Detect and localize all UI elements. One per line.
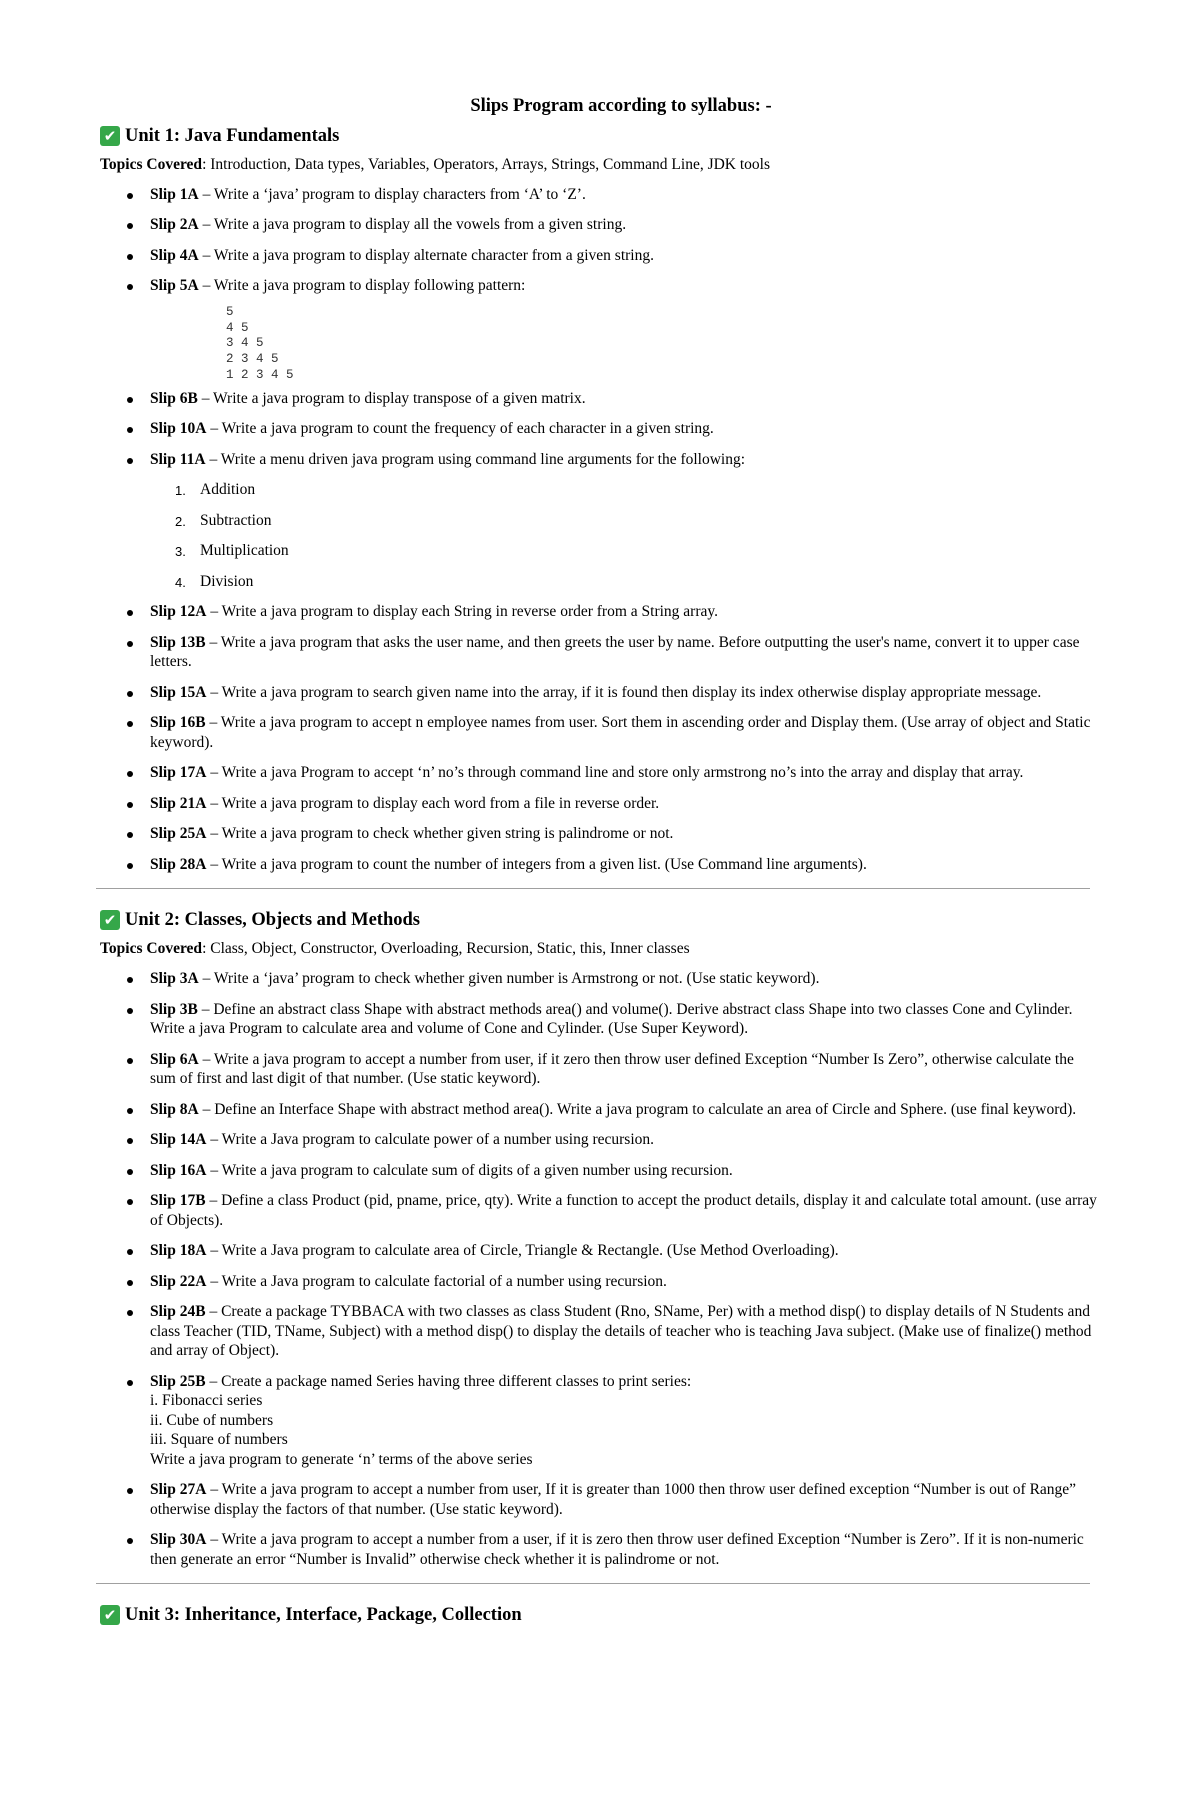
slip-id: Slip 25A xyxy=(150,825,207,843)
operation-label: Division xyxy=(200,572,254,590)
series-lines xyxy=(150,1391,1102,1469)
slip-item xyxy=(150,683,1102,703)
series-line: ii. Cube of numbers xyxy=(150,1411,274,1429)
unit-heading xyxy=(100,909,1102,931)
slip-id: Slip 3A xyxy=(150,970,199,988)
slip-id: Slip 6B xyxy=(150,389,198,407)
slip-id: Slip 11A xyxy=(150,450,206,468)
slip-id: Slip 3B xyxy=(150,1000,198,1018)
slip-id: Slip 27A xyxy=(150,1481,207,1499)
slip-item xyxy=(150,276,1102,383)
operation-item xyxy=(150,480,1102,500)
slip-item xyxy=(150,1302,1102,1361)
slip-description: – Write a Java program to calculate area of Circle, Triangle & Rectangle. (Use Method Overloading). xyxy=(206,1242,839,1260)
operation-label: Multiplication xyxy=(200,542,289,560)
slip-item xyxy=(150,1372,1102,1470)
slip-description: – Write a ‘java’ program to display characters from ‘A’ to ‘Z’. xyxy=(198,185,586,203)
slip-id: Slip 5A xyxy=(150,277,199,295)
slip-item xyxy=(150,1530,1102,1569)
slip-description: – Write a java program to display following pattern: xyxy=(198,277,526,295)
slip-item xyxy=(150,633,1102,672)
topics-text: : Introduction, Data types, Variables, Operators, Arrays, Strings, Command Line, JDK tools xyxy=(202,156,771,174)
slip-item xyxy=(150,1100,1102,1120)
slip-id: Slip 6A xyxy=(150,1050,199,1068)
check-mark-icon: ✔ xyxy=(100,126,120,146)
slip-description: – Write a java program to display alternate character from a given string. xyxy=(198,246,654,264)
operation-number: 4. xyxy=(175,574,186,590)
document-title: Slips Program according to syllabus: - xyxy=(470,96,772,116)
slip-item xyxy=(150,1241,1102,1261)
slip-description: – Write a java program to count the number of integers from a given list. (Use Command line arguments). xyxy=(206,855,867,873)
slip-id: Slip 30A xyxy=(150,1531,207,1549)
slip-description: – Write a java program to accept a number from user, If it is greater than 1000 then throw user defined exception “Number is out of Range” otherwise display the factors of that number. (Use static keyword). xyxy=(150,1481,1077,1518)
slip-id: Slip 1A xyxy=(150,185,199,203)
series-line: i. Fibonacci series xyxy=(150,1392,263,1410)
slip-description: – Write a java program to display each word from a file in reverse order. xyxy=(206,794,660,812)
section-divider xyxy=(96,1583,1090,1584)
check-mark-icon: ✔ xyxy=(100,910,120,930)
slip-item xyxy=(150,969,1102,989)
slip-id: Slip 16A xyxy=(150,1161,207,1179)
slip-description: – Write a java program to display each String in reverse order from a String array. xyxy=(206,603,718,621)
series-line: iii. Square of numbers xyxy=(150,1431,288,1449)
topics-covered xyxy=(100,940,1102,959)
slip-description: – Define an abstract class Shape with abstract methods area() and volume(). Derive abstract class Shape into two classes Cone and Cylinder. Write a java Program to calculate area and volume of Cone and Cylinder. (Use Super Keyword). xyxy=(150,1000,1073,1038)
slip-description: – Write a java program to display all the vowels from a given string. xyxy=(198,216,627,234)
slip-list xyxy=(100,185,1102,874)
slip-item xyxy=(150,1161,1102,1181)
slip-id: Slip 24B xyxy=(150,1303,206,1321)
slip-item xyxy=(150,1050,1102,1089)
operation-number: 3. xyxy=(175,544,186,560)
slip-item xyxy=(150,185,1102,205)
slip-item xyxy=(150,824,1102,844)
slip-description: – Write a java Program to accept ‘n’ no’s through command line and store only armstrong no’s into the array and display that array. xyxy=(206,764,1024,782)
units-container xyxy=(100,125,1102,1626)
operation-label: Subtraction xyxy=(200,511,272,529)
topics-label: Topics Covered xyxy=(100,940,203,958)
slip-id: Slip 28A xyxy=(150,855,207,873)
slip-item xyxy=(150,713,1102,752)
topics-covered xyxy=(100,156,1102,175)
check-mark-icon: ✔ xyxy=(100,1605,120,1625)
slip-item xyxy=(150,763,1102,783)
slip-item xyxy=(150,1272,1102,1292)
slip-id: Slip 12A xyxy=(150,603,207,621)
slip-item xyxy=(150,602,1102,622)
operation-list xyxy=(150,480,1102,591)
unit-heading-text: Unit 1: Java Fundamentals xyxy=(125,126,340,146)
topics-label: Topics Covered xyxy=(100,156,203,174)
slip-id: Slip 17A xyxy=(150,764,207,782)
slip-item xyxy=(150,419,1102,439)
slip-item xyxy=(150,1130,1102,1150)
slip-item xyxy=(150,389,1102,409)
slip-list xyxy=(100,969,1102,1569)
slip-id: Slip 14A xyxy=(150,1131,207,1149)
slip-id: Slip 17B xyxy=(150,1192,206,1210)
slip-description: – Write a java program to count the frequency of each character in a given string. xyxy=(206,420,714,438)
slip-description: – Define a class Product (pid, pname, price, qty). Write a function to accept the product details, display it and calculate total amount. (use array of Objects). xyxy=(150,1192,1097,1229)
slip-id: Slip 15A xyxy=(150,683,207,701)
slip-id: Slip 21A xyxy=(150,794,207,812)
slip-description: – Write a java program to calculate sum of digits of a given number using recursion. xyxy=(206,1161,733,1179)
topics-text: : Class, Object, Constructor, Overloading, Recursion, Static, this, Inner classes xyxy=(202,940,690,958)
slip-description: – Write a Java program to calculate factorial of a number using recursion. xyxy=(206,1272,667,1290)
slip-description: – Write a java program to check whether given string is palindrome or not. xyxy=(206,825,674,843)
slip-description: – Write a java program to accept n employee names from user. Sort them in ascending order and Display them. (Use array of object and Static keyword). xyxy=(150,714,1091,751)
unit-heading xyxy=(100,1604,1102,1626)
slip-item xyxy=(150,1480,1102,1519)
unit-heading-text: Unit 2: Classes, Objects and Methods xyxy=(125,910,420,931)
slip-item xyxy=(150,855,1102,875)
slip-description: – Write a java program to display transpose of a given matrix. xyxy=(197,389,586,407)
slip-item xyxy=(150,246,1102,266)
slip-id: Slip 8A xyxy=(150,1100,199,1118)
slip-item xyxy=(150,794,1102,814)
slip-description: – Write a Java program to calculate power of a number using recursion. xyxy=(206,1131,655,1149)
slip-description: – Write a java program to accept a number from user, if it zero then throw user defined Exception “Number Is Zero”, otherwise calculate the sum of first and last digit of that number. (Use static keyword). xyxy=(150,1050,1074,1088)
slip-description: – Define an Interface Shape with abstract method area(). Write a java program to calculate an area of Circle and Sphere. (use final keyword). xyxy=(198,1100,1077,1118)
number-pattern: 5 4 5 3 4 5 2 3 4 5 1 2 3 4 5 xyxy=(226,304,294,382)
slip-id: Slip 13B xyxy=(150,633,206,651)
operation-number: 1. xyxy=(175,483,186,499)
slip-item xyxy=(150,215,1102,235)
slip-id: Slip 22A xyxy=(150,1272,207,1290)
section-divider xyxy=(96,888,1090,889)
unit-heading-text: Unit 3: Inheritance, Interface, Package, Collection xyxy=(125,1605,522,1626)
unit-heading xyxy=(100,125,1102,147)
slip-item xyxy=(150,1191,1102,1230)
operation-item xyxy=(150,572,1102,592)
slip-description: – Create a package named Series having three different classes to print series: xyxy=(205,1372,692,1390)
slip-id: Slip 2A xyxy=(150,216,199,234)
slip-description: – Write a java program that asks the user name, and then greets the user by name. Before outputting the user's name, convert it to upper case letters. xyxy=(150,633,1080,671)
slip-description: – Write a java program to accept a number from a user, if it is zero then throw user defined Exception “Number is Zero”. If it is non-numeric then generate an error “Number is Invalid” otherwise check whether it is palindrome or not. xyxy=(150,1531,1084,1568)
operation-item xyxy=(150,511,1102,531)
slip-id: Slip 25B xyxy=(150,1372,206,1390)
series-line: Write a java program to generate ‘n’ terms of the above series xyxy=(150,1450,533,1468)
operation-number: 2. xyxy=(175,513,186,529)
slip-description: – Write a ‘java’ program to check whether given number is Armstrong or not. (Use static keyword). xyxy=(198,970,820,988)
slip-id: Slip 10A xyxy=(150,420,207,438)
slip-id: Slip 18A xyxy=(150,1242,207,1260)
slip-id: Slip 4A xyxy=(150,246,199,264)
slip-item xyxy=(150,1000,1102,1039)
slip-description: – Write a menu driven java program using command line arguments for the following: xyxy=(205,450,746,468)
slip-id: Slip 16B xyxy=(150,714,206,732)
operation-label: Addition xyxy=(200,481,256,499)
slip-description: – Write a java program to search given name into the array, if it is found then display its index otherwise display appropriate message. xyxy=(206,683,1042,701)
slip-description: – Create a package TYBBACA with two classes as class Student (Rno, SName, Per) with a method disp() to display details of N Students and class Teacher (TID, TName, Subject) with a method disp() to display the details of teacher who is teaching Java subject. (Make use of finalize() method and array of Object). xyxy=(150,1303,1092,1360)
slip-item xyxy=(150,450,1102,592)
operation-item xyxy=(150,541,1102,561)
